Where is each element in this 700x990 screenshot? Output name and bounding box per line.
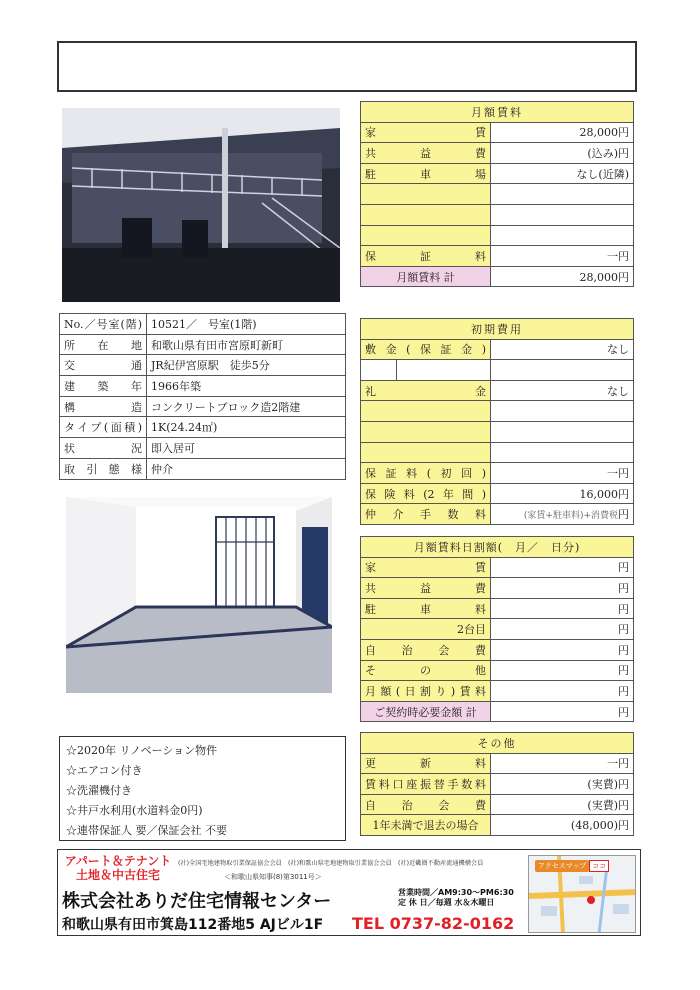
other-fees-header: その他	[361, 733, 634, 754]
phone-number[interactable]: TEL 0737-82-0162	[352, 914, 515, 933]
license-number: ＜和歌山県知事(8)第3011号＞	[224, 873, 322, 881]
property-label: 構造	[60, 396, 147, 417]
property-label: 交通	[60, 355, 147, 376]
row-label: 1年未満で退去の場合	[361, 815, 491, 836]
tagline-line-2: 土地＆中古住宅	[75, 868, 160, 882]
guarantee-initial-value: 一円	[491, 463, 634, 484]
association-memberships: (社)全国宅地建物取引業保証協会会員 (社)和歌山県宅地建物取引業協会会員 (社)近畿圏不動産流通機構会員	[178, 860, 484, 867]
monthly-rent-table	[360, 101, 634, 287]
row-label	[361, 204, 491, 225]
property-value: 和歌山県有田市宮原町新町	[147, 334, 346, 355]
remark-item: ☆井戸水利用(水道料金0円)	[66, 804, 203, 817]
holiday-line: 定 休 日／毎週 水＆木曜日	[398, 898, 495, 907]
row-label: 家賃	[361, 122, 491, 143]
brokerage-unit: 円	[618, 508, 630, 522]
contract-total-value: 円	[491, 701, 634, 722]
remark-item: ☆エアコン付き	[66, 764, 143, 777]
row-value: 円	[491, 619, 634, 640]
business-hours	[398, 888, 514, 908]
row-label: 更新料	[361, 753, 491, 774]
row-value	[491, 204, 634, 225]
map-here-marker: ココ	[589, 860, 609, 872]
map-title: アクセスマップ	[535, 860, 589, 872]
property-label: 建築年	[60, 376, 147, 397]
row-value: 円	[491, 578, 634, 599]
row-label: 駐車場	[361, 163, 491, 184]
row-value: 円	[491, 639, 634, 660]
access-map[interactable]	[528, 855, 636, 933]
property-label: タイプ(面積)	[60, 417, 147, 438]
row-label	[361, 184, 491, 205]
property-value: 即入居可	[147, 438, 346, 459]
row-value: 円	[491, 557, 634, 578]
key-money-value: なし	[491, 380, 634, 401]
row-label: 駐車料	[361, 598, 491, 619]
property-value: JR紀伊宮原駅 徒歩5分	[147, 355, 346, 376]
property-value: 仲介	[147, 458, 346, 479]
row-value: 円	[491, 598, 634, 619]
row-value: (実費)円	[491, 774, 634, 795]
row-label: 自治会費	[361, 794, 491, 815]
row-value: 一円	[491, 246, 634, 267]
company-address: 和歌山県有田市箕島112番地5 AJビル1F	[62, 917, 324, 933]
row-label: 自治会費	[361, 639, 491, 660]
brokerage-label: 仲介手数料	[361, 504, 491, 525]
monthly-rent-header: 月額賃料	[361, 102, 634, 123]
monthly-total-label: 月額賃料 計	[361, 266, 491, 287]
property-label: No.／号室(階)	[60, 314, 147, 335]
property-value: 1K(24.24㎡)	[147, 417, 346, 438]
daily-prorated-header: 月額賃料日割額( 月／ 日分)	[361, 537, 634, 558]
insurance-label: 保険料(2年間)	[361, 483, 491, 504]
row-label: 家賃	[361, 557, 491, 578]
row-value: なし(近隣)	[491, 163, 634, 184]
row-label: その他	[361, 660, 491, 681]
row-value: 円	[491, 681, 634, 702]
contract-total-label: ご契約時必要金額 計	[361, 701, 491, 722]
remark-item: ☆2020年 リノベーション物件	[66, 744, 218, 757]
row-value: 一円	[491, 753, 634, 774]
property-value: コンクリートブロック造2階建	[147, 396, 346, 417]
remark-item: ☆洗濯機付き	[66, 784, 132, 797]
initial-cost-table	[360, 318, 634, 525]
property-label: 取引態様	[60, 458, 147, 479]
room-interior-photo	[66, 497, 332, 693]
row-label: 保証料	[361, 246, 491, 267]
row-label: 2台目	[361, 619, 491, 640]
row-label: 共益費	[361, 143, 491, 164]
remark-item: ☆連帯保証人 要／保証会社 不要	[66, 824, 227, 837]
company-footer	[57, 849, 641, 936]
key-money-label: 礼金	[361, 380, 491, 401]
row-label: 共益費	[361, 578, 491, 599]
property-label: 状況	[60, 438, 147, 459]
row-value	[491, 184, 634, 205]
row-value: (48,000)円	[491, 815, 634, 836]
remarks-box	[59, 736, 346, 841]
row-value: (実費)円	[491, 794, 634, 815]
property-details-table	[59, 313, 346, 480]
deposit-label: 敷金(保証金)	[361, 339, 491, 360]
row-value: 28,000円	[491, 122, 634, 143]
deposit-value: なし	[491, 339, 634, 360]
brokerage-formula: (家賃+駐車料)+消費税	[523, 511, 619, 522]
title-box	[57, 41, 637, 92]
tagline-line-1: アパート＆テナント	[64, 854, 172, 868]
row-label: 月額(日割り)賃料	[361, 681, 491, 702]
insurance-value: 16,000円	[491, 483, 634, 504]
other-fees-table	[360, 732, 634, 836]
monthly-total-value: 28,000円	[491, 266, 634, 287]
row-label	[361, 225, 491, 246]
property-label: 所在地	[60, 334, 147, 355]
tagline	[62, 854, 174, 882]
property-value: 1966年築	[147, 376, 346, 397]
row-label: 賃料口座振替手数料	[361, 774, 491, 795]
initial-cost-header: 初期費用	[361, 319, 634, 340]
row-value: 円	[491, 660, 634, 681]
guarantee-initial-label: 保証料(初回)	[361, 463, 491, 484]
row-value	[491, 225, 634, 246]
row-value: (込み)円	[491, 143, 634, 164]
property-value: 10521／ 号室(1階)	[147, 314, 346, 335]
hours-line: 営業時間／AM9:30～PM6:30	[398, 888, 514, 897]
daily-prorated-table	[360, 536, 634, 722]
company-name: 株式会社ありだ住宅情報センター	[62, 891, 332, 912]
building-exterior-photo	[62, 108, 340, 302]
